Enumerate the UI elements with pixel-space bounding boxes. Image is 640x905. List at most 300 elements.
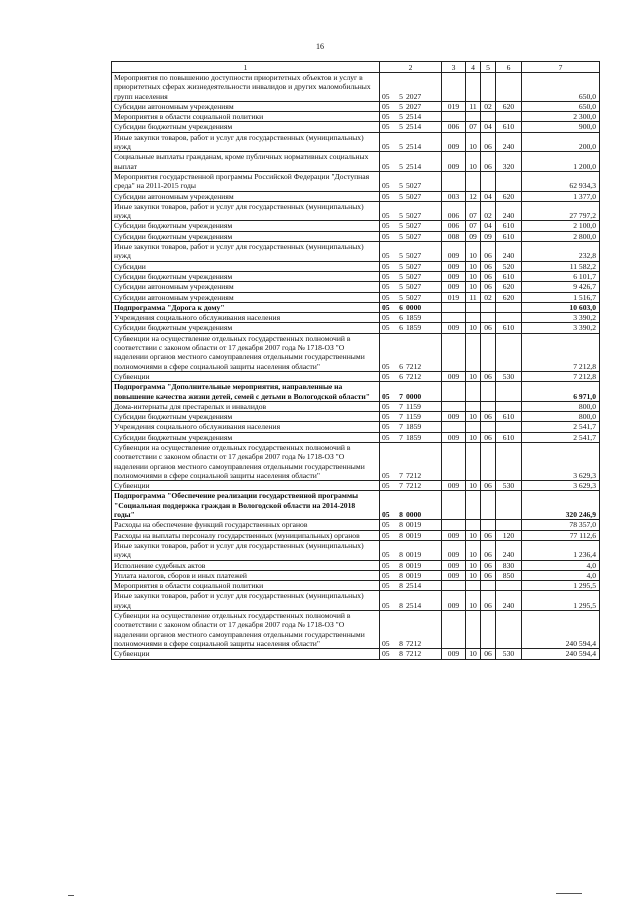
code-part-c2: 7: [399, 401, 403, 411]
table-row: [112, 231, 600, 241]
code-part-c2: 6: [399, 302, 403, 312]
code-part-c3: 2514: [406, 581, 422, 591]
subsection-code: 06: [481, 649, 496, 659]
target-article-code: [380, 570, 442, 580]
subsection-code: 06: [481, 152, 496, 172]
code-part-c1: 05: [382, 101, 390, 111]
code-part-c2: 5: [399, 221, 403, 231]
row-name: Субсидии бюджетным учреждениям: [112, 122, 380, 132]
code-part-c1: 05: [382, 470, 390, 480]
code-part-c3: 5027: [406, 231, 422, 241]
expense-type-code: 240: [496, 201, 522, 221]
table-row: [112, 221, 600, 231]
row-name: Субсидии бюджетным учреждениям: [112, 432, 380, 442]
code-part-c1: 05: [382, 271, 390, 281]
table-row: [112, 581, 600, 591]
amount: 2 541,7: [522, 422, 600, 432]
grbs-code: 006: [442, 221, 466, 231]
grbs-code: [442, 581, 466, 591]
code-part-c2: 5: [399, 251, 403, 261]
expense-type-code: 620: [496, 191, 522, 201]
table-row: [112, 530, 600, 540]
target-article-code: [380, 112, 442, 122]
code-part-c3: 5027: [406, 271, 422, 281]
target-article-code: [380, 520, 442, 530]
amount: 10 603,0: [522, 302, 600, 312]
subsection-code: 06: [481, 412, 496, 422]
row-name: Подпрограмма "Обеспечение реализации государственной программы "Социальная поддержка граждан в Вологодской области на 2014-2018 годы": [112, 491, 380, 520]
code-part-c1: 05: [382, 302, 390, 312]
code-part-c3: 0019: [406, 520, 422, 530]
grbs-code: 009: [442, 649, 466, 659]
code-part-c2: 5: [399, 261, 403, 271]
grbs-code: 009: [442, 481, 466, 491]
code-part-c2: 5: [399, 142, 403, 152]
grbs-code: 009: [442, 412, 466, 422]
code-part-c2: 5: [399, 231, 403, 241]
code-part-c1: 05: [382, 313, 390, 323]
code-part-c2: 7: [399, 422, 403, 432]
code-part-c1: 05: [382, 560, 390, 570]
header-col-1: 1: [112, 62, 380, 73]
table-row: [112, 591, 600, 611]
amount: 232,8: [522, 242, 600, 262]
table-row: [112, 101, 600, 111]
section-code: [466, 401, 481, 411]
code-part-c1: 05: [382, 261, 390, 271]
code-part-c3: 7212: [406, 470, 422, 480]
header-col-2: 2: [380, 62, 442, 73]
subsection-code: 06: [481, 530, 496, 540]
expense-type-code: [496, 333, 522, 371]
expense-type-code: 610: [496, 122, 522, 132]
row-name: Дома-интернаты для престарелых и инвалидов: [112, 401, 380, 411]
table-row: [112, 649, 600, 659]
table-row: [112, 570, 600, 580]
subsection-code: [481, 520, 496, 530]
code-part-c1: 05: [382, 530, 390, 540]
section-code: [466, 73, 481, 102]
row-name: Мероприятия в области социальной политики: [112, 112, 380, 122]
section-code: 12: [466, 191, 481, 201]
grbs-code: [442, 382, 466, 402]
target-article-code: [380, 333, 442, 371]
amount: 2 800,0: [522, 231, 600, 241]
code-part-c3: 1859: [406, 313, 422, 323]
code-part-c1: 05: [382, 191, 390, 201]
code-part-c1: 05: [382, 481, 390, 491]
code-part-c1: 05: [382, 570, 390, 580]
amount: 4,0: [522, 560, 600, 570]
code-part-c2: 8: [399, 649, 403, 659]
target-article-code: [380, 581, 442, 591]
target-article-code: [380, 481, 442, 491]
code-part-c3: 5027: [406, 251, 422, 261]
grbs-code: [442, 422, 466, 432]
code-part-c2: 8: [399, 638, 403, 648]
table-row: [112, 191, 600, 201]
code-part-c1: 05: [382, 638, 390, 648]
code-part-c1: 05: [382, 361, 390, 371]
target-article-code: [380, 401, 442, 411]
code-part-c2: 8: [399, 550, 403, 560]
table-row: [112, 333, 600, 371]
amount: 9 426,7: [522, 282, 600, 292]
target-article-code: [380, 201, 442, 221]
table-row: [112, 292, 600, 302]
code-part-c2: 5: [399, 101, 403, 111]
amount: 200,0: [522, 132, 600, 152]
subsection-code: 02: [481, 201, 496, 221]
expense-type-code: [496, 520, 522, 530]
expense-type-code: [496, 611, 522, 649]
code-part-c1: 05: [382, 401, 390, 411]
code-part-c1: 05: [382, 412, 390, 422]
grbs-code: 009: [442, 560, 466, 570]
code-part-c2: 8: [399, 520, 403, 530]
code-part-c3: 5027: [406, 211, 422, 221]
code-part-c1: 05: [382, 91, 390, 101]
expense-type-code: 530: [496, 649, 522, 659]
row-name: Субсидии бюджетным учреждениям: [112, 231, 380, 241]
row-name: Субсидии: [112, 261, 380, 271]
target-article-code: [380, 422, 442, 432]
target-article-code: [380, 271, 442, 281]
target-article-code: [380, 591, 442, 611]
grbs-code: 009: [442, 540, 466, 560]
amount: 1 516,7: [522, 292, 600, 302]
code-part-c1: 05: [382, 520, 390, 530]
subsection-code: 09: [481, 231, 496, 241]
grbs-code: 009: [442, 261, 466, 271]
code-part-c2: 5: [399, 161, 403, 171]
grbs-code: 019: [442, 292, 466, 302]
expense-type-code: [496, 313, 522, 323]
table-row: [112, 271, 600, 281]
target-article-code: [380, 530, 442, 540]
table-row: [112, 152, 600, 172]
section-code: 10: [466, 540, 481, 560]
grbs-code: [442, 611, 466, 649]
table-row: [112, 313, 600, 323]
table-row: [112, 302, 600, 312]
expense-type-code: [496, 491, 522, 520]
table-row: [112, 201, 600, 221]
code-part-c2: 5: [399, 271, 403, 281]
row-name: Субсидии автономным учреждениям: [112, 191, 380, 201]
header-col-5: 5: [481, 62, 496, 73]
code-part-c1: 05: [382, 112, 390, 122]
subsection-code: [481, 313, 496, 323]
expense-type-code: 320: [496, 152, 522, 172]
subsection-code: [481, 302, 496, 312]
expense-type-code: [496, 401, 522, 411]
section-code: [466, 333, 481, 371]
grbs-code: 009: [442, 591, 466, 611]
amount: 2 300,0: [522, 112, 600, 122]
target-article-code: [380, 560, 442, 570]
subsection-code: 06: [481, 560, 496, 570]
amount: 6 101,7: [522, 271, 600, 281]
subsection-code: [481, 112, 496, 122]
amount: 77 112,6: [522, 530, 600, 540]
grbs-code: 009: [442, 152, 466, 172]
section-code: [466, 422, 481, 432]
grbs-code: [442, 171, 466, 191]
section-code: [466, 313, 481, 323]
code-part-c3: 0019: [406, 560, 422, 570]
amount: 1 295,5: [522, 581, 600, 591]
amount: 1 295,5: [522, 591, 600, 611]
amount: 800,0: [522, 401, 600, 411]
code-part-c3: 2514: [406, 112, 422, 122]
section-code: 10: [466, 412, 481, 422]
amount: 7 212,8: [522, 333, 600, 371]
row-name: Учреждения социального обслуживания населения: [112, 313, 380, 323]
grbs-code: 009: [442, 242, 466, 262]
code-part-c3: 7212: [406, 649, 422, 659]
expense-type-code: [496, 73, 522, 102]
table-body: [112, 73, 600, 660]
target-article-code: [380, 73, 442, 102]
amount: 11 582,2: [522, 261, 600, 271]
section-code: [466, 520, 481, 530]
grbs-code: 009: [442, 323, 466, 333]
expense-type-code: 610: [496, 432, 522, 442]
section-code: 10: [466, 271, 481, 281]
table-row: [112, 371, 600, 381]
row-name: Мероприятия государственной программы Российской Федерации "Доступная среда" на 2011-2015 годы: [112, 171, 380, 191]
expense-type-code: 620: [496, 101, 522, 111]
code-part-c3: 2514: [406, 142, 422, 152]
table-row: [112, 282, 600, 292]
code-part-c2: 7: [399, 412, 403, 422]
table-row: [112, 442, 600, 480]
code-part-c2: 6: [399, 361, 403, 371]
expense-type-code: [496, 302, 522, 312]
amount: 1 200,0: [522, 152, 600, 172]
grbs-code: 009: [442, 530, 466, 540]
section-code: [466, 112, 481, 122]
code-part-c2: 8: [399, 570, 403, 580]
amount: 4,0: [522, 570, 600, 580]
row-name: Субвенции на осуществление отдельных государственных полномочий в соответствии с законом области от 17 декабря 2007 года № 1718-ОЗ "О наделении органов местного самоуправления отдельными государственными полномочиями в сфере социальной защиты населения области": [112, 611, 380, 649]
code-part-c1: 05: [382, 122, 390, 132]
subsection-code: 04: [481, 191, 496, 201]
section-code: 10: [466, 132, 481, 152]
section-code: 10: [466, 649, 481, 659]
table-row: [112, 401, 600, 411]
amount: 7 212,8: [522, 371, 600, 381]
subsection-code: [481, 333, 496, 371]
code-part-c1: 05: [382, 142, 390, 152]
row-name: Подпрограмма "Дополнительные мероприятия, направленные на повышение качества жизни детей, семей с детьми в Вологодской области": [112, 382, 380, 402]
section-code: [466, 581, 481, 591]
subsection-code: [481, 491, 496, 520]
code-part-c3: 0019: [406, 570, 422, 580]
expense-type-code: 610: [496, 412, 522, 422]
table-row: [112, 422, 600, 432]
section-code: 10: [466, 560, 481, 570]
amount: 3 629,3: [522, 481, 600, 491]
grbs-code: 009: [442, 432, 466, 442]
expense-type-code: 620: [496, 282, 522, 292]
row-name: Субсидии автономным учреждениям: [112, 282, 380, 292]
code-part-c2: 5: [399, 282, 403, 292]
target-article-code: [380, 323, 442, 333]
table-row: [112, 242, 600, 262]
target-article-code: [380, 491, 442, 520]
target-article-code: [380, 221, 442, 231]
code-part-c3: 7212: [406, 371, 422, 381]
code-part-c2: 5: [399, 191, 403, 201]
table-row: [112, 323, 600, 333]
section-code: 11: [466, 292, 481, 302]
code-part-c2: 7: [399, 470, 403, 480]
expense-type-code: 240: [496, 132, 522, 152]
code-part-c3: 5027: [406, 181, 422, 191]
code-part-c2: 6: [399, 371, 403, 381]
row-name: Иные закупки товаров, работ и услуг для государственных (муниципальных) нужд: [112, 591, 380, 611]
code-part-c3: 2027: [406, 91, 422, 101]
section-code: [466, 302, 481, 312]
row-name: Субвенции: [112, 481, 380, 491]
code-part-c3: 0019: [406, 530, 422, 540]
section-code: [466, 491, 481, 520]
subsection-code: [481, 422, 496, 432]
subsection-code: 04: [481, 122, 496, 132]
scan-mark-left: [68, 895, 74, 896]
subsection-code: 06: [481, 432, 496, 442]
subsection-code: [481, 581, 496, 591]
expense-type-code: 530: [496, 481, 522, 491]
code-part-c2: 5: [399, 122, 403, 132]
row-name: Иные закупки товаров, работ и услуг для государственных (муниципальных) нужд: [112, 242, 380, 262]
target-article-code: [380, 292, 442, 302]
row-name: Субвенции на осуществление отдельных государственных полномочий в соответствии с законом области от 17 декабря 2007 года № 1718-ОЗ "О наделении органов местного самоуправления отдельными государственными полномочиями в сфере социальной защиты населения области": [112, 333, 380, 371]
expense-type-code: 610: [496, 221, 522, 231]
grbs-code: 009: [442, 282, 466, 292]
section-code: 10: [466, 432, 481, 442]
amount: 1 377,0: [522, 191, 600, 201]
subsection-code: 02: [481, 292, 496, 302]
target-article-code: [380, 191, 442, 201]
amount: 78 357,0: [522, 520, 600, 530]
code-part-c3: 2514: [406, 600, 422, 610]
code-part-c2: 5: [399, 91, 403, 101]
row-name: Уплата налогов, сборов и иных платежей: [112, 570, 380, 580]
code-part-c2: 5: [399, 292, 403, 302]
amount: 650,0: [522, 101, 600, 111]
subsection-code: 06: [481, 540, 496, 560]
code-part-c3: 7212: [406, 638, 422, 648]
amount: 6 971,0: [522, 382, 600, 402]
row-name: Мероприятия в области социальной политики: [112, 581, 380, 591]
code-part-c3: 0000: [406, 510, 422, 520]
code-part-c2: 6: [399, 323, 403, 333]
target-article-code: [380, 242, 442, 262]
code-part-c1: 05: [382, 282, 390, 292]
target-article-code: [380, 101, 442, 111]
grbs-code: [442, 491, 466, 520]
table-row: [112, 261, 600, 271]
code-part-c3: 2027: [406, 101, 422, 111]
expense-type-code: [496, 171, 522, 191]
budget-table: [111, 61, 600, 660]
table-row: [112, 132, 600, 152]
amount: 62 934,3: [522, 171, 600, 191]
code-part-c1: 05: [382, 550, 390, 560]
code-part-c2: 8: [399, 510, 403, 520]
code-part-c1: 05: [382, 600, 390, 610]
amount: 3 629,3: [522, 442, 600, 480]
expense-type-code: [496, 382, 522, 402]
subsection-code: 06: [481, 242, 496, 262]
row-name: Субсидии бюджетным учреждениям: [112, 271, 380, 281]
subsection-code: [481, 401, 496, 411]
row-name: Субсидии автономным учреждениям: [112, 101, 380, 111]
section-code: 10: [466, 282, 481, 292]
row-name: Учреждения социального обслуживания населения: [112, 422, 380, 432]
section-code: 10: [466, 152, 481, 172]
section-code: 11: [466, 101, 481, 111]
table-row: [112, 73, 600, 102]
expense-type-code: 620: [496, 292, 522, 302]
row-name: Подпрограмма "Дорога к дому": [112, 302, 380, 312]
amount: 240 594,4: [522, 649, 600, 659]
page-number: 16: [316, 42, 324, 51]
code-part-c2: 7: [399, 391, 403, 401]
expense-type-code: 610: [496, 231, 522, 241]
code-part-c2: 8: [399, 560, 403, 570]
amount: 320 246,9: [522, 491, 600, 520]
code-part-c3: 0019: [406, 550, 422, 560]
grbs-code: 009: [442, 570, 466, 580]
code-part-c3: 1859: [406, 432, 422, 442]
code-part-c1: 05: [382, 432, 390, 442]
target-article-code: [380, 152, 442, 172]
subsection-code: [481, 382, 496, 402]
amount: 2 100,0: [522, 221, 600, 231]
grbs-code: 019: [442, 101, 466, 111]
grbs-code: 009: [442, 371, 466, 381]
expense-type-code: 520: [496, 261, 522, 271]
target-article-code: [380, 371, 442, 381]
subsection-code: 06: [481, 323, 496, 333]
code-part-c3: 5027: [406, 261, 422, 271]
amount: 3 390,2: [522, 323, 600, 333]
section-code: 10: [466, 481, 481, 491]
amount: 240 594,4: [522, 611, 600, 649]
table-row: [112, 481, 600, 491]
target-article-code: [380, 611, 442, 649]
grbs-code: [442, 73, 466, 102]
expense-type-code: [496, 442, 522, 480]
row-name: Расходы на выплаты персоналу государственных (муниципальных) органов: [112, 530, 380, 540]
subsection-code: 06: [481, 271, 496, 281]
section-code: 10: [466, 371, 481, 381]
subsection-code: 02: [481, 101, 496, 111]
section-code: [466, 611, 481, 649]
code-part-c3: 7212: [406, 361, 422, 371]
header-col-6: 6: [496, 62, 522, 73]
code-part-c3: 2514: [406, 122, 422, 132]
target-article-code: [380, 122, 442, 132]
table-row: [112, 122, 600, 132]
grbs-code: [442, 313, 466, 323]
code-part-c3: 2514: [406, 161, 422, 171]
code-part-c2: 7: [399, 481, 403, 491]
